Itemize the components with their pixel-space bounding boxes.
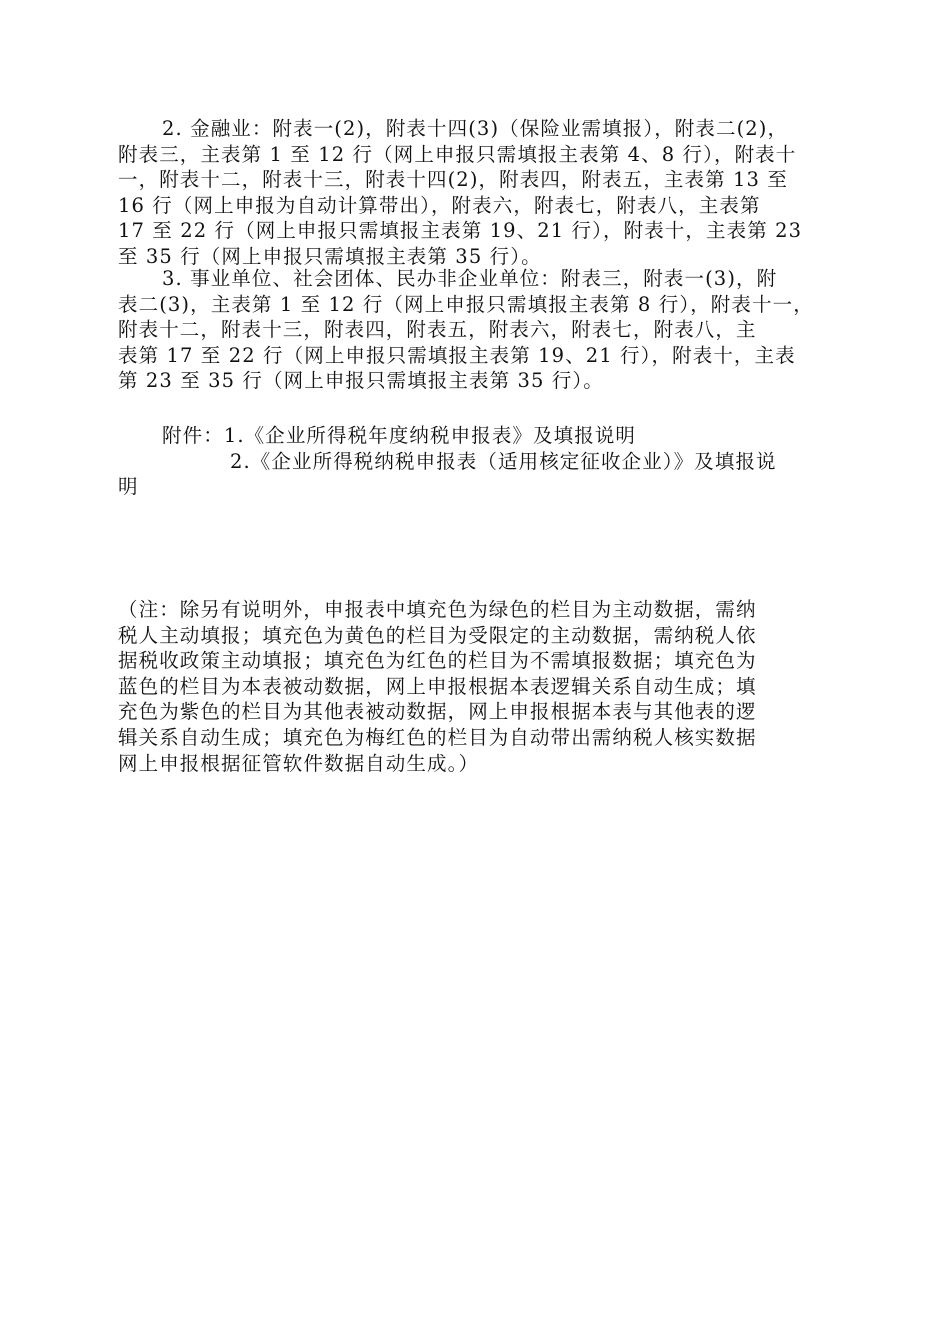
- text-line: 至 35 行（网上申报只需填报主表第 35 行）。: [118, 244, 542, 268]
- text-line: 表第 17 至 22 行（网上申报只需填报主表第 19、21 行），附表十，主表: [118, 343, 796, 367]
- attachments-label: 附件：: [162, 424, 224, 447]
- note-line: 税人主动填报；填充色为黄色的栏目为受限定的主动数据，需纳税人依: [118, 623, 757, 647]
- note-line: 蓝色的栏目为本表被动数据，网上申报根据本表逻辑关系自动生成；填: [118, 674, 757, 698]
- text-line: 一，附表十二，附表十三，附表十四(2)，附表四，附表五，主表第 13 至: [118, 168, 788, 192]
- text-line: 附表十二，附表十三，附表四，附表五，附表六，附表七，附表八，主: [118, 318, 757, 342]
- text-line: 第 23 至 35 行（网上申报只需填报主表第 35 行）。: [118, 369, 604, 393]
- text-line: 2. 金融业：附表一(2)，附表十四(3)（保险业需填报），附表二(2)，: [162, 117, 789, 140]
- attachment-line-1: [118, 423, 834, 449]
- note-line: 充色为紫色的栏目为其他表被动数据，网上申报根据本表与其他表的逻: [118, 700, 757, 724]
- paragraph-institutions: [118, 266, 834, 394]
- attachments-section: [118, 423, 834, 500]
- text-line: 16 行（网上申报为自动计算带出），附表六，附表七，附表八，主表第: [118, 193, 761, 217]
- text-line: 表二(3)，主表第 1 至 12 行（网上申报只需填报主表第 8 行），附表十一，: [118, 292, 814, 316]
- paragraph-finance-industry: [118, 116, 834, 270]
- text-line: 3. 事业单位、社会团体、民办非企业单位：附表三，附表一(3)，附: [162, 267, 778, 290]
- text-line: 附表三，主表第 1 至 12 行（网上申报只需填报主表第 4、8 行），附表十: [118, 142, 797, 166]
- attachment-item-1: 1.《企业所得税年度纳税申报表》及填报说明: [223, 424, 637, 447]
- note-line: 辑关系自动生成；填充色为梅红色的栏目为自动带出需纳税人核实数据: [118, 725, 757, 749]
- note-line: （注：除另有说明外，申报表中填充色为绿色的栏目为主动数据，需纳: [118, 598, 757, 621]
- color-note-paragraph: [118, 597, 834, 776]
- attachment-item-2: 2.《企业所得税纳税申报表（适用核定征收企业）》及填报说: [230, 449, 777, 473]
- note-line: 网上申报根据征管软件数据自动生成。）: [118, 751, 480, 775]
- attachment-item-2-continued: 明: [118, 475, 139, 499]
- text-line: 17 至 22 行（网上申报只需填报主表第 19、21 行），附表十，主表第 23: [118, 219, 803, 243]
- note-line: 据税收政策主动填报；填充色为红色的栏目为不需填报数据；填充色为: [118, 649, 757, 673]
